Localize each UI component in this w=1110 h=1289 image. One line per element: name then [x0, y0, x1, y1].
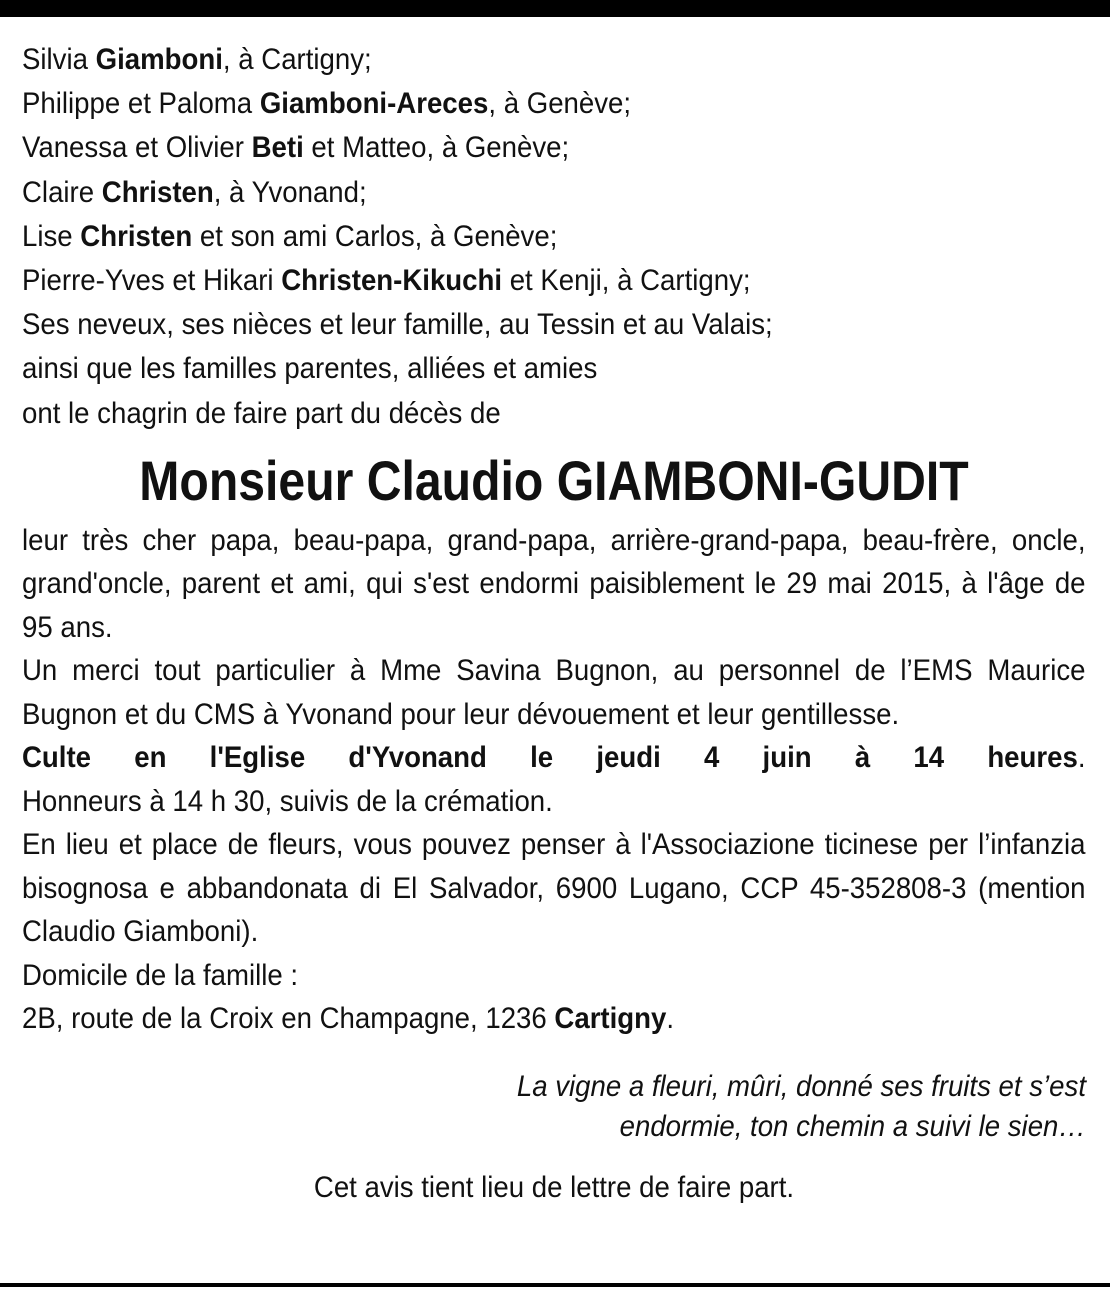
- quote-line: La vigne a fleuri, mûri, donné ses fruits et s’est: [516, 1069, 1086, 1103]
- donations-paragraph: En lieu et place de fleurs, vous pouvez penser à l'Associazione ticinese per l’infanzia bisognosa e abbandonata di El Salvador, 6900 Lugano, CCP 45-352808-3 (mention Claudio Giamboni).: [22, 828, 1086, 949]
- address-street: 2B, route de la Croix en Champagne, 1236: [22, 1002, 555, 1036]
- quote-line: endormie, ton chemin a suivi le sien…: [619, 1109, 1086, 1143]
- family-line: [22, 126, 1001, 170]
- top-rule: [0, 0, 1110, 17]
- extended-family-line: ainsi que les familles parentes, alliées et amies: [22, 352, 598, 386]
- service-info: [22, 736, 1086, 780]
- memorial-quote: [107, 1067, 1086, 1147]
- bottom-rule: [0, 1283, 1110, 1287]
- family-line: [22, 171, 1001, 215]
- deceased-name: Monsieur Claudio GIAMBONI-GUDIT: [139, 448, 969, 512]
- family-name: Christen: [101, 175, 214, 209]
- family-list: [22, 38, 1086, 436]
- domicile-label: Domicile de la famille :: [22, 958, 299, 992]
- relation-paragraph: leur très cher papa, beau-papa, grand-papa, arrière-grand-papa, beau-frère, oncle, grand'oncle, parent et ami, qui s'est endormi paisiblement le 29 mai 2015, à l'âge de 95 ans.: [22, 523, 1086, 644]
- address-line: [22, 997, 1086, 1041]
- family-line-prefix: Claire: [22, 175, 102, 209]
- family-name: Christen-Kikuchi: [281, 264, 503, 298]
- family-line: [22, 82, 1001, 126]
- family-line-prefix: Philippe et Paloma: [22, 87, 260, 121]
- service-text: Culte en l'Eglise d'Yvonand le jeudi 4 juin à 14 heures: [22, 741, 1078, 775]
- thanks-paragraph: Un merci tout particulier à Mme Savina Bugnon, au personnel de l’EMS Maurice Bugnon et du CMS à Yvonand pour leur dévouement et leur gentillesse.: [22, 654, 1086, 731]
- family-line-prefix: Vanessa et Olivier: [22, 131, 252, 165]
- family-name: Giamboni-Areces: [259, 87, 489, 121]
- family-name: Giamboni: [95, 43, 223, 76]
- honours-line: Honneurs à 14 h 30, suivis de la crémation.: [22, 784, 553, 818]
- announcement-line: ont le chagrin de faire part du décès de: [22, 396, 501, 430]
- extended-family-line: Ses neveux, ses nièces et leur famille, au Tessin et au Valais;: [22, 308, 773, 342]
- family-line: [22, 259, 1001, 303]
- family-line-suffix: , à Genève;: [488, 87, 632, 121]
- address-town: Cartigny: [554, 1002, 667, 1036]
- address-end: .: [666, 1002, 675, 1036]
- obituary-notice: [22, 38, 1086, 1205]
- family-line-suffix: et Kenji, à Cartigny;: [502, 264, 751, 298]
- family-line: [22, 38, 1001, 82]
- family-line-suffix: , à Cartigny;: [222, 43, 372, 76]
- footer-note: Cet avis tient lieu de lettre de faire part.: [313, 1170, 795, 1204]
- family-line-suffix: et son ami Carlos, à Genève;: [192, 219, 558, 253]
- family-line-suffix: , à Yvonand;: [213, 175, 367, 209]
- family-name: Christen: [80, 219, 193, 253]
- family-line: [22, 215, 1001, 259]
- family-line-prefix: Silvia: [22, 43, 96, 76]
- family-line-prefix: Pierre-Yves et Hikari: [22, 264, 282, 298]
- service-end: .: [1077, 741, 1086, 775]
- family-line-suffix: et Matteo, à Genève;: [303, 131, 570, 165]
- family-line-prefix: Lise: [22, 219, 81, 253]
- family-name: Beti: [251, 131, 304, 165]
